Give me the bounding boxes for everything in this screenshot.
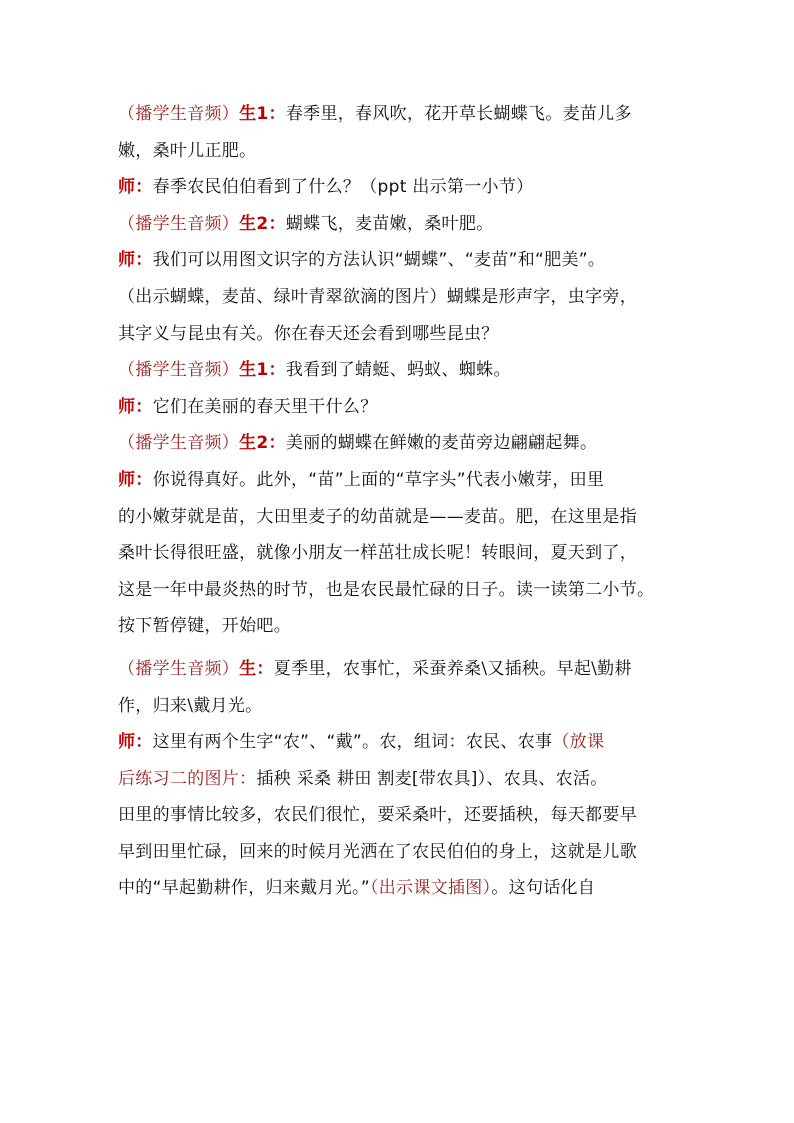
- text-line: [118, 242, 688, 279]
- audio-tag: （播学生音频）: [118, 360, 240, 381]
- stage-direction: （出示课文插图）: [369, 878, 492, 899]
- body-text: 这是一年中最炎热的时节，也是农民最忙碌的日子。读一读第二小节。: [118, 579, 655, 600]
- text-line: [118, 572, 688, 609]
- text-line: [118, 462, 688, 499]
- text-line: [118, 425, 688, 462]
- speaker-label: 生：: [239, 658, 274, 679]
- text-line: [118, 797, 688, 834]
- body-text: 田里的事情比较多，农民们很忙，要采桑叶，还要插秧，每天都要早: [118, 805, 637, 826]
- body-text: 春季农民伯伯看到了什么？（ppt 出示第一小节）: [152, 177, 534, 198]
- speaker-label: 师：: [118, 732, 153, 753]
- recited-text: 春季里，春风吹，花开草长蝴蝶飞。麦苗儿多: [285, 104, 632, 124]
- body-text: 按下暂停键，开始吧。: [118, 616, 291, 637]
- speaker-label: 生2：: [239, 433, 286, 454]
- body-text: 插秧 采桑 耕田 割麦[带农具]）、农具、农活。: [256, 768, 608, 789]
- text-line: [118, 169, 688, 206]
- text-line: [118, 688, 688, 725]
- recited-text: 嫩，桑叶儿正肥。: [118, 140, 257, 161]
- recited-text: 作，归来\戴月光。: [118, 695, 263, 716]
- text-line: [118, 535, 688, 572]
- body-text: 中的“: [118, 878, 162, 899]
- body-text: 你说得真好。此外，“苗”上面的“草字头”代表小嫩芽，田里: [152, 469, 605, 490]
- body-text: 我看到了蜻蜓、蚂蚁、蜘蛛。: [285, 360, 511, 381]
- text-line: [118, 133, 688, 170]
- body-text: 我们可以用图文识字的方法认识“蝴蝶”、“麦苗”和“肥美”。: [152, 250, 606, 271]
- text-line: [118, 870, 688, 907]
- text-line: [118, 834, 688, 871]
- speaker-label: 师：: [118, 396, 153, 417]
- text-line: [118, 96, 688, 133]
- speaker-label: 生1：: [239, 360, 286, 381]
- body-text: 其字义与昆虫有关。你在春天还会看到哪些昆虫？: [118, 323, 499, 344]
- text-line: [118, 279, 688, 316]
- stage-direction: （放课: [552, 732, 605, 753]
- speaker-label: 师：: [118, 177, 153, 198]
- body-text: （出示蝴蝶，麦苗、绿叶青翠欲滴的图片）蝴蝶是形声字，虫字旁，: [118, 286, 637, 307]
- body-text: 。这句话化自: [491, 878, 596, 899]
- text-line: [118, 389, 688, 426]
- body-text: 它们在美丽的春天里干什么？: [152, 396, 378, 417]
- text-line: [118, 316, 688, 353]
- speaker-label: 生1：: [239, 104, 286, 124]
- text-line: [118, 206, 688, 243]
- text-line: [118, 499, 688, 536]
- document-page: [118, 96, 688, 907]
- body-text: 早到田里忙碌，回来的时候月光洒在了农民伯伯的身上，这就是儿歌: [118, 841, 637, 862]
- text-line: [118, 352, 688, 389]
- body-text: 蝴蝶飞，麦苗嫩，桑叶肥。: [285, 213, 494, 234]
- audio-tag: （播学生音频）: [118, 213, 240, 234]
- body-text: 这里有两个生字“农”、“戴”。农，组词：农民、农事: [152, 732, 553, 753]
- body-text: ”: [360, 878, 370, 899]
- audio-tag: （播学生音频）: [118, 433, 240, 454]
- body-text: 美丽的蝴蝶在鲜嫩的麦苗旁边翩翩起舞。: [285, 433, 598, 454]
- recited-text: 夏季里，农事忙，采蚕养桑\又插秧。早起\勤耕: [273, 658, 632, 679]
- stage-direction: 后练习二的图片：: [118, 768, 257, 789]
- text-line: [118, 608, 688, 645]
- speaker-label: 师：: [118, 250, 153, 271]
- speaker-label: 师：: [118, 469, 153, 490]
- body-text: 的小嫩芽就是苗，大田里麦子的幼苗就是——麦苗。肥，在这里是指: [118, 506, 637, 527]
- text-line: [118, 651, 688, 688]
- audio-tag: （播学生音频）: [118, 104, 240, 124]
- text-line: [118, 724, 688, 761]
- speaker-label: 生2：: [239, 213, 286, 234]
- audio-tag: （播学生音频）: [118, 658, 240, 679]
- body-text: 桑叶长得很旺盛，就像小朋友一样茁壮成长呢！转眼间，夏天到了，: [118, 543, 637, 564]
- text-line: [118, 761, 688, 798]
- recited-text: 早起勤耕作，归来戴月光。: [161, 878, 361, 899]
